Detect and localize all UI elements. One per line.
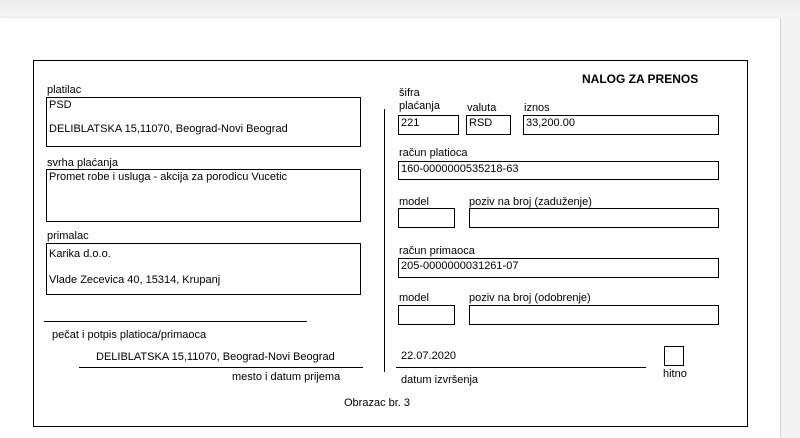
- vertical-scrollbar[interactable]: [780, 18, 800, 438]
- payer-account-field[interactable]: [398, 161, 719, 180]
- payer-label: platilac: [47, 84, 82, 96]
- payer-account-label: račun platioca: [399, 147, 468, 159]
- viewer-toolbar: [0, 0, 800, 19]
- payer-address: DELIBLATSKA 15,11070, Beograd-Novi Beograd: [49, 123, 288, 135]
- place-date-label: mesto i datum prijema: [232, 371, 341, 383]
- execution-date-value: 22.07.2020: [401, 350, 457, 362]
- amount-value: 33,200.00: [526, 117, 575, 129]
- execution-date-line: [396, 367, 646, 368]
- recipient-account-field[interactable]: [398, 258, 719, 278]
- document-page: [0, 18, 780, 438]
- debit-reference-field[interactable]: [469, 208, 719, 228]
- credit-model-field[interactable]: [398, 305, 455, 325]
- recipient-name: Karika d.o.o.: [49, 248, 111, 260]
- debit-model-label: model: [399, 196, 429, 208]
- payment-code-label-2: plaćanja: [399, 100, 440, 112]
- debit-reference-label: poziv na broj (zaduženje): [469, 196, 592, 208]
- payment-order-form: [33, 60, 748, 427]
- execution-date-label: datum izvršenja: [401, 374, 479, 386]
- recipient-label: primalac: [47, 230, 89, 242]
- form-title: NALOG ZA PRENOS: [582, 72, 699, 86]
- recipient-account-label: račun primaoca: [399, 245, 475, 257]
- recipient-account-value: 205-0000000031261-07: [401, 260, 519, 272]
- purpose-label: svrha plaćanja: [47, 157, 118, 169]
- amount-label: iznos: [524, 102, 550, 114]
- urgent-label: hitno: [663, 368, 687, 380]
- currency-label: valuta: [467, 102, 497, 114]
- credit-reference-label: poziv na broj (odobrenje): [469, 292, 591, 304]
- payment-code-label-1: šifra: [399, 87, 420, 99]
- recipient-address: Vlade Zecevica 40, 15314, Krupanj: [49, 274, 221, 286]
- payment-code-field[interactable]: [398, 115, 459, 135]
- signature-label: pečat i potpis platioca/primaoca: [52, 329, 207, 341]
- credit-model-label: model: [399, 292, 429, 304]
- payer-name: PSD: [49, 99, 72, 111]
- signature-line: [44, 321, 307, 322]
- place-date-line: [79, 367, 363, 368]
- currency-value: RSD: [469, 117, 493, 129]
- payment-code-value: 221: [401, 117, 420, 129]
- payer-field[interactable]: [46, 97, 361, 147]
- recipient-field[interactable]: [46, 243, 361, 295]
- currency-field[interactable]: [466, 115, 511, 135]
- purpose-field[interactable]: [46, 169, 361, 222]
- purpose-value: Promet robe i usluga - akcija za porodicu Vucetic: [49, 171, 288, 183]
- credit-reference-field[interactable]: [469, 305, 719, 325]
- form-number: Obrazac br. 3: [344, 397, 411, 409]
- debit-model-field[interactable]: [398, 208, 455, 228]
- payer-account-value: 160-0000000535218-63: [401, 163, 519, 175]
- place-value: DELIBLATSKA 15,11070, Beograd-Novi Beograd: [96, 351, 335, 363]
- column-divider: [384, 109, 385, 372]
- amount-field[interactable]: [523, 115, 719, 135]
- urgent-checkbox[interactable]: [664, 346, 684, 366]
